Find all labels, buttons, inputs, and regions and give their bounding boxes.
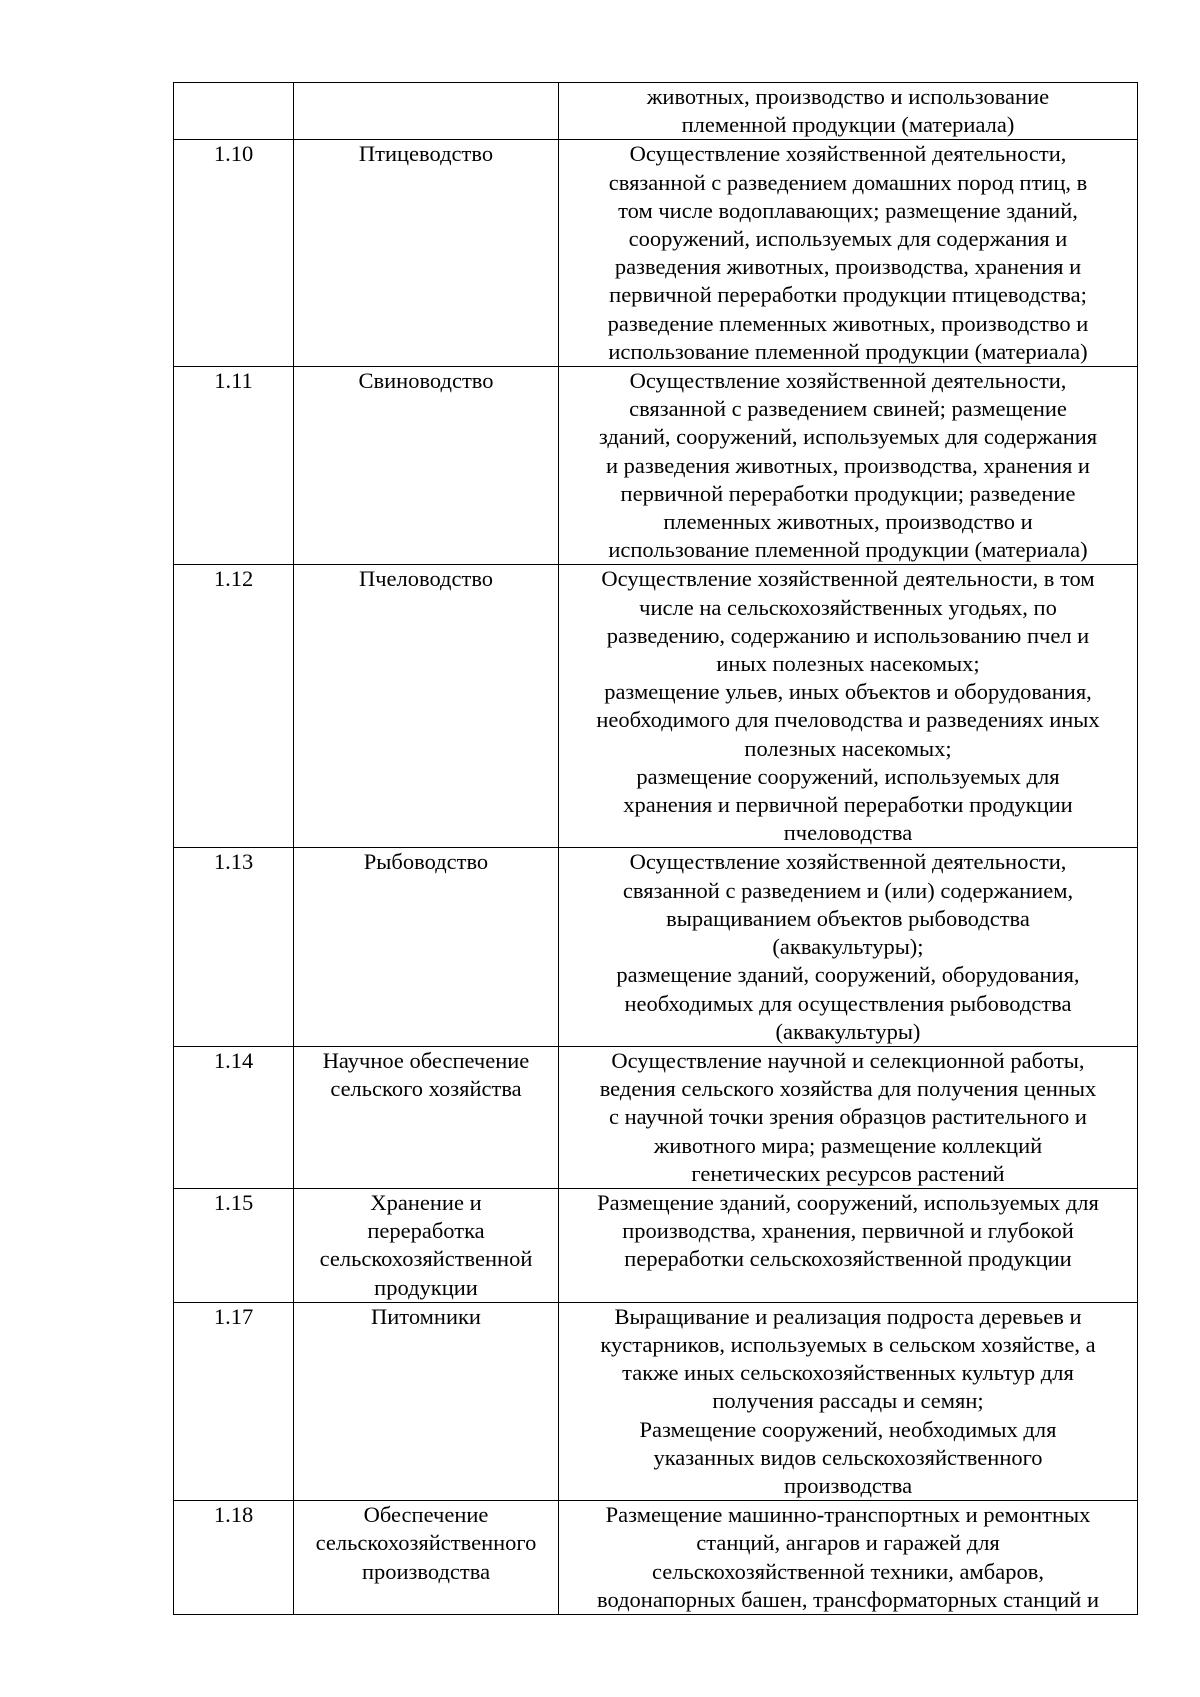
row-description-line: племенных животных, производство и: [663, 509, 1033, 535]
row-code-cell: [174, 367, 294, 565]
row-description-line: связанной с разведением и (или) содержанием,: [622, 877, 1074, 903]
row-code-cell: [174, 1302, 294, 1500]
row-description-line: полезных насекомых;: [744, 735, 952, 761]
row-description-line: связанной с разведением свиней; размещение: [629, 396, 1067, 422]
row-description-line: получения рассады и семян;: [712, 1388, 984, 1414]
row-description-line: кустарников, используемых в сельском хозяйстве, а: [600, 1331, 1096, 1357]
row-code-cell: [174, 140, 294, 367]
row-description-line: связанной с разведением домашних пород птиц, в: [608, 169, 1088, 195]
row-description-line: племенной продукции (материала): [681, 112, 1015, 138]
row-description-line: с научной точки зрения образцов растительного и: [609, 1104, 1087, 1130]
table-row: [174, 565, 1138, 848]
table-row: [174, 1046, 1138, 1188]
row-name-cell: [294, 1501, 559, 1615]
row-description-line: переработки сельскохозяйственной продукции: [624, 1246, 1072, 1272]
row-description-line: разведение племенных животных, производство и: [607, 310, 1089, 336]
row-name-cell: [294, 140, 559, 367]
land-use-table: [173, 82, 1138, 1615]
row-description-line: размещение зданий, сооружений, оборудования,: [616, 962, 1080, 988]
row-code: 1.17: [213, 1303, 254, 1329]
table-row: [174, 1188, 1138, 1302]
row-code-cell: [174, 848, 294, 1046]
row-description-line: сельскохозяйственной техники, амбаров,: [652, 1558, 1044, 1584]
row-code-cell: [174, 1046, 294, 1188]
row-description-line: том числе водоплавающих; размещение зданий,: [618, 197, 1078, 223]
row-description-line: водонапорных башен, трансформаторных станций и: [597, 1586, 1099, 1612]
row-description-line: использование племенной продукции (материала): [608, 338, 1088, 364]
row-code: 1.10: [213, 141, 254, 167]
row-description-line: разведения животных, производства, хранения и: [614, 254, 1082, 280]
row-name-cell: [294, 1302, 559, 1500]
row-description-line: Выращивание и реализация подроста деревьев и: [614, 1303, 1082, 1329]
row-description-line: производства, хранения, первичной и глубокой: [622, 1218, 1074, 1244]
row-description-line: (аквакультуры);: [772, 934, 924, 960]
row-description-line: разведению, содержанию и использованию пчел и: [606, 622, 1090, 648]
row-code: 1.13: [213, 849, 254, 875]
row-name-line: производства: [361, 1558, 491, 1584]
row-description-line: Размещение зданий, сооружений, используемых для: [597, 1189, 1099, 1215]
row-description-line: сооружений, используемых для содержания и: [628, 226, 1068, 252]
row-description-line: иных полезных насекомых;: [716, 651, 980, 677]
row-description-cell: [559, 565, 1138, 848]
row-description-line: генетических ресурсов растений: [691, 1160, 1005, 1186]
row-code: 1.12: [213, 566, 254, 592]
row-description-line: хранения и первичной переработки продукции: [623, 792, 1073, 818]
row-name-line: Питомники: [371, 1303, 481, 1329]
row-description-line: ведения сельского хозяйства для получения ценных: [599, 1076, 1097, 1102]
row-description-cell: [559, 1302, 1138, 1500]
table-row: [174, 848, 1138, 1046]
row-description-line: размещение ульев, иных объектов и оборудования,: [604, 679, 1092, 705]
row-description-line: первичной переработки продукции; разведение: [620, 480, 1076, 506]
row-name-line: Птицеводство: [358, 141, 494, 167]
row-description-line: животного мира; размещение коллекций: [653, 1132, 1043, 1158]
row-code: 1.15: [213, 1189, 254, 1215]
row-description-cell: [559, 83, 1138, 140]
row-name-line: сельскохозяйственного: [315, 1530, 537, 1556]
table-row: [174, 83, 1138, 140]
row-description-cell: [559, 140, 1138, 367]
row-name-line: Обеспечение: [363, 1502, 489, 1528]
row-description-cell: [559, 848, 1138, 1046]
row-description-line: первичной переработки продукции птицеводства;: [609, 282, 1087, 308]
row-name-line: Хранение и: [370, 1189, 482, 1215]
row-description-cell: [559, 1188, 1138, 1302]
row-description-line: размещение сооружений, используемых для: [636, 763, 1060, 789]
row-description-line: необходимого для пчеловодства и разведениях иных: [596, 707, 1100, 733]
row-description-line: Осуществление хозяйственной деятельности, в том: [601, 566, 1095, 592]
row-description-line: числе на сельскохозяйственных угодьях, по: [639, 594, 1057, 620]
row-code: 1.18: [213, 1502, 254, 1528]
table-body: [174, 83, 1138, 1615]
row-code-cell: [174, 1501, 294, 1615]
row-description-line: станций, ангаров и гаражей для: [696, 1530, 1000, 1556]
row-description-cell: [559, 1501, 1138, 1615]
row-code-cell: [174, 83, 294, 140]
row-description-line: выращиванием объектов рыбоводства: [666, 905, 1030, 931]
row-description-line: Осуществление научной и селекционной работы,: [611, 1047, 1085, 1073]
row-name-cell: [294, 1046, 559, 1188]
row-description-cell: [559, 1046, 1138, 1188]
row-code-cell: [174, 1188, 294, 1302]
row-name-line: Свиноводство: [358, 368, 494, 394]
row-description-line: Размещение сооружений, необходимых для: [639, 1416, 1057, 1442]
row-name-cell: [294, 1188, 559, 1302]
row-name-line: сельскохозяйственной: [319, 1246, 533, 1272]
table-row: [174, 140, 1138, 367]
row-description-line: Осуществление хозяйственной деятельности,: [629, 141, 1067, 167]
row-code: [178, 83, 289, 111]
table-row: [174, 367, 1138, 565]
row-name-cell: [294, 83, 559, 140]
row-code-cell: [174, 565, 294, 848]
row-name-cell: [294, 565, 559, 848]
row-name-line: Научное обеспечение: [322, 1047, 530, 1073]
row-code: 1.14: [213, 1047, 254, 1073]
row-description-line: зданий, сооружений, используемых для содержания: [598, 424, 1098, 450]
row-name-line: продукции: [374, 1274, 478, 1300]
row-description-line: животных, производство и использование: [646, 84, 1050, 109]
row-description-line: (аквакультуры): [775, 1018, 921, 1044]
row-description-line: производства: [783, 1472, 913, 1498]
row-code: 1.11: [214, 368, 253, 394]
row-name-cell: [294, 367, 559, 565]
row-name-line: Рыбоводство: [363, 849, 489, 875]
row-name-line: Пчеловодство: [358, 566, 494, 592]
row-description-line: Осуществление хозяйственной деятельности,: [629, 368, 1067, 394]
row-description-line: пчеловодства: [783, 820, 913, 846]
row-name-line: переработка: [367, 1218, 485, 1244]
row-description-line: и разведения животных, производства, хранения и: [606, 452, 1090, 478]
row-description-cell: [559, 367, 1138, 565]
row-description-line: также иных сельскохозяйственных культур для: [622, 1360, 1074, 1386]
row-name-cell: [294, 848, 559, 1046]
table-row: [174, 1501, 1138, 1615]
row-name-line: сельского хозяйства: [330, 1076, 522, 1102]
row-description-line: Осуществление хозяйственной деятельности,: [629, 849, 1067, 875]
row-description-line: Размещение машинно-транспортных и ремонтных: [605, 1502, 1091, 1528]
row-description-line: необходимых для осуществления рыбоводства: [624, 990, 1072, 1016]
table-row: [174, 1302, 1138, 1500]
row-description-line: указанных видов сельскохозяйственного: [653, 1444, 1043, 1470]
row-description-line: использование племенной продукции (материала): [608, 537, 1088, 563]
